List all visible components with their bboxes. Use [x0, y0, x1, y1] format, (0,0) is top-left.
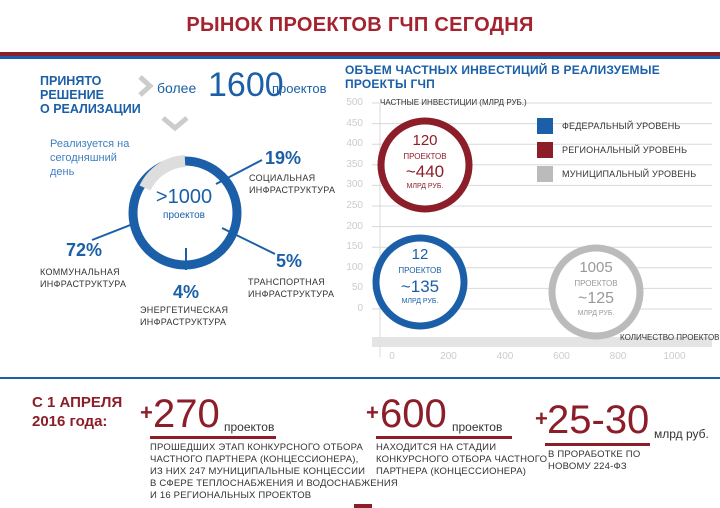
municipal-invest: ~125 [577, 290, 615, 307]
energy-pct: 4% [173, 282, 200, 302]
stat-competition-desc [376, 442, 547, 478]
transport-label [248, 276, 334, 300]
decision-heading [40, 74, 141, 116]
decision-line: ПРИНЯТО [40, 74, 102, 88]
desc-line: КОНКУРСНОГО ОТБОРА ЧАСТНОГО [376, 454, 548, 465]
desc-line: НОВОМУ 224-ФЗ [548, 461, 627, 472]
y-tick-label: 0 [357, 303, 363, 314]
plus-sign: + [535, 406, 548, 431]
x-tick-label: 200 [440, 351, 457, 362]
stat-underline [545, 443, 650, 446]
stat-pipeline-number: 25-30 [547, 398, 650, 442]
federal-projects: 12 [411, 246, 429, 263]
y-tick-label: 250 [346, 200, 363, 211]
y-tick-label: 350 [346, 158, 363, 170]
more-label: более [157, 80, 197, 96]
social-pct: 19% [265, 148, 302, 168]
stat-underline [150, 436, 276, 439]
caption-line: день [50, 166, 75, 178]
x-tick-label: 400 [496, 351, 514, 362]
label-line: СОЦИАЛЬНАЯ [249, 173, 316, 183]
label-line: ЭНЕРГЕТИЧЕСКАЯ [140, 305, 229, 315]
legend-label-municipal: МУНИЦИПАЛЬНЫЙ УРОВЕНЬ [562, 169, 697, 179]
stat-underline [376, 436, 512, 439]
stat-pipeline-desc [548, 449, 640, 473]
plus-sign: + [140, 400, 153, 425]
regional-invest-label: МЛРД РУБ. [406, 183, 444, 190]
stat-pipeline-unit: млрд руб. [654, 427, 709, 441]
header-divider-accent [0, 56, 720, 59]
municipal-invest-label: МЛРД РУБ. [577, 310, 615, 317]
decided-count: 1600 [208, 66, 284, 104]
decided-unit: проектов [272, 81, 327, 96]
utility-pct: 72% [66, 240, 103, 260]
caption-line: сегодняшний [50, 152, 117, 164]
chart-title [345, 63, 660, 91]
caption-line: Реализуется на [50, 138, 130, 150]
legend-swatch-federal [537, 118, 553, 134]
chevron-right-icon [135, 74, 157, 98]
title-line: ПРОЕКТЫ ГЧП [345, 77, 435, 91]
desc-line: ЧАСТНОГО ПАРТНЕРА (КОНЦЕССИОНЕРА), [150, 454, 359, 465]
desc-line: ИЗ НИХ 247 МУНИЦИПАЛЬНЫЕ КОНЦЕССИИ [150, 466, 366, 477]
y-tick-label: 500 [346, 97, 363, 108]
x-tick-label: 1000 [663, 351, 686, 362]
regional-projects-label: ПРОЕКТОВ [403, 152, 447, 161]
regional-invest: ~440 [405, 162, 445, 181]
active-unit: проектов [163, 210, 205, 221]
y-tick-label: 200 [346, 220, 363, 232]
label-line: ИНФРАСТРУКТУРА [140, 317, 227, 327]
y-axis-label: ЧАСТНЫЕ ИНВЕСТИЦИИ (МЛРД РУБ.) [380, 98, 527, 107]
stat-passed-unit: проектов [224, 420, 275, 434]
desc-line: В СФЕРЕ ТЕПЛОСНАБЖЕНИЯ И ВОДОСНАБЖЕНИЯ [150, 478, 398, 489]
y-tick-label: 150 [346, 241, 363, 253]
stat-competition-number: 600 [380, 392, 447, 436]
y-tick-label: 450 [346, 117, 363, 129]
federal-invest: ~135 [400, 277, 440, 296]
y-tick-label: 400 [346, 138, 363, 150]
desc-line: И 16 РЕГИОНАЛЬНЫХ ПРОЕКТОВ [150, 490, 312, 501]
federal-projects-label: ПРОЕКТОВ [398, 266, 442, 275]
legend-swatch-regional [537, 142, 553, 158]
municipal-projects: 1005 [579, 259, 613, 276]
legend-label-federal: ФЕДЕРАЛЬНЫЙ УРОВЕНЬ [562, 121, 681, 131]
y-tick-label: 300 [346, 179, 363, 191]
footer-accent [354, 504, 372, 508]
section-divider [0, 377, 720, 379]
title-line: ОБЪЕМ ЧАСТНЫХ ИНВЕСТИЦИЙ В РЕАЛИЗУЕМЫЕ [345, 63, 660, 77]
label-line: ИНФРАСТРУКТУРА [248, 289, 335, 299]
label-line: ИНФРАСТРУКТУРА [249, 185, 336, 195]
decision-line: РЕШЕНИЕ [40, 88, 104, 102]
legend-swatch-municipal [537, 166, 553, 182]
x-tick-label: 800 [609, 351, 627, 362]
since-line: С 1 АПРЕЛЯ [32, 394, 123, 411]
utility-label [40, 266, 126, 290]
decision-line: О РЕАЛИЗАЦИИ [40, 102, 141, 116]
x-tick-label: 0 [389, 351, 395, 362]
chevron-down-icon [160, 114, 190, 134]
municipal-projects-label: ПРОЕКТОВ [574, 279, 618, 288]
plus-sign: + [366, 400, 379, 425]
active-count: >1000 [155, 186, 213, 208]
desc-line: ПРОШЕДШИХ ЭТАП КОНКУРСНОГО ОТБОРА [150, 442, 364, 453]
social-label [249, 172, 335, 196]
desc-line: ПАРТНЕРА (КОНЦЕССИОНЕРА) [376, 466, 527, 477]
y-tick-label: 50 [351, 282, 363, 294]
energy-label [140, 304, 228, 328]
transport-pct: 5% [276, 251, 303, 271]
stat-passed-number: 270 [153, 392, 220, 436]
since-date [32, 393, 122, 431]
x-tick-label: 600 [553, 351, 570, 362]
legend-label-regional: РЕГИОНАЛЬНЫЙ УРОВЕНЬ [562, 145, 688, 155]
stat-competition-unit: проектов [452, 420, 503, 434]
since-line: 2016 года: [32, 413, 108, 430]
desc-line: НАХОДИТСЯ НА СТАДИИ [376, 442, 497, 453]
label-line: ИНФРАСТРУКТУРА [40, 279, 127, 289]
label-line: КОММУНАЛЬНАЯ [40, 267, 120, 277]
regional-projects: 120 [412, 132, 438, 149]
label-line: ТРАНСПОРТНАЯ [248, 277, 326, 287]
page-title: РЫНОК ПРОЕКТОВ ГЧП СЕГОДНЯ [186, 14, 534, 36]
desc-line: В ПРОРАБОТКЕ ПО [548, 449, 641, 460]
y-tick-label: 100 [346, 261, 363, 273]
federal-invest-label: МЛРД РУБ. [401, 298, 439, 305]
stat-passed-desc [150, 442, 398, 502]
x-axis-label: КОЛИЧЕСТВО ПРОЕКТОВ [620, 333, 720, 342]
